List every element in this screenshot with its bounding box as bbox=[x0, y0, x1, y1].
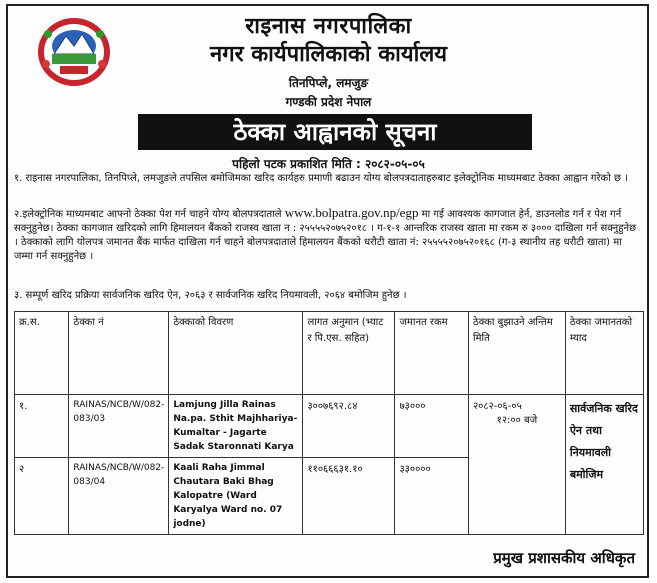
bolpatra-link[interactable]: www.bolpatra.gov.np/egp bbox=[284, 205, 419, 220]
deadline-time: १२:०० बजे bbox=[496, 415, 538, 426]
header-sn: क्र.स. bbox=[15, 312, 69, 395]
contract-table bbox=[14, 311, 644, 535]
header-contract-no: ठेक्का नं bbox=[69, 312, 169, 395]
publish-date: पहिलो पटक प्रकाशित मिति : २०८२-०५-०५ bbox=[232, 157, 425, 171]
notice-paragraph-2 bbox=[14, 206, 642, 264]
notice-paragraph-3: ३. सम्पूर्ण खरिद प्रक्रिया सार्वजनिक खरिद ऐन, २०६३ र सार्वजनिक खरिद नियमावली, २०६४ बमोजिम हुनेछ । bbox=[14, 290, 407, 301]
guarantee-note: सार्वजनिक खरिद ऐन तथा नियमावली बमोजिम bbox=[565, 395, 643, 535]
paragraph-2-intro: २.इलेक्ट्रोनिक माध्यमबाट आफ्नो ठेक्का पेश गर्न चाहने योग्य बोलपत्रदाताले bbox=[14, 209, 285, 220]
table-row bbox=[15, 395, 644, 458]
row-deadline bbox=[468, 395, 565, 535]
row-contract-no: RAINAS/NCB/W/082-083/03 bbox=[69, 395, 169, 458]
address-line-1: तिनपिप्ले, लमजुङ bbox=[288, 76, 369, 90]
deadline-date: २०८२-०६-०५ bbox=[472, 401, 522, 412]
row-contract-no: RAINAS/NCB/W/082-083/04 bbox=[69, 458, 169, 535]
header-security: जमानत रकम bbox=[395, 312, 468, 395]
address-line-2: गण्डकी प्रदेश नेपाल bbox=[285, 95, 372, 109]
row-description: Lamjung Jilla Rainas Na.pa. Sthit Majhhariya-Kumaltar - Jagarte Sadak Staronnati Karya bbox=[169, 395, 303, 458]
row-cost: ११०६६६३१.१० bbox=[303, 458, 395, 535]
header-deadline: ठेक्का बुझाउने अन्तिम मिति bbox=[468, 312, 565, 395]
row-description: Kaali Raha Jimmal Chautara Baki Bhag Kalopatre (Ward Karyalya Ward no. 07 jodne) bbox=[169, 458, 303, 535]
row-security: ३३०००० bbox=[395, 458, 468, 535]
row-security: ७३००० bbox=[395, 395, 468, 458]
notice-paragraph-1: १. राइनास नगरपालिका, तिनपिप्ले, लमजुङले तपसिल बमोजिमका खरिद कार्यहरु प्रमाणी बढाउन योग्य बोलपत्रदाताहरुबाट इलेक्ट्रोनिक माध्यमबाट ठेक्का आह्वान गरेको छ । bbox=[14, 173, 628, 184]
paragraph-2-body: मा गई आवश्यक कागजात हेर्न, डाउनलोड गर्न र पेश गर्न सक्नुहुनेछ। ठेक्का कागजात खरिदको लागि हिमालयन बैंकको राजस्व खाता न : २५५५५२०७५२०१८ । ग-१-१ आन्तरिक राजस्व खाता मा रकम रु ३००० दाखिला गर्न सक्नुहुनेछ । ठेक्काको लागि योलपत्र जमानत बैंक मार्फत दाखिला गर्न चाहने बोलपत्रदाताले हिमालयन बैंकको धरौटी खाता नं: २५५५५२०७५२०१६८ (ग-३ स्थानीय तह धरौटी खाता) मा जम्मा गर्न सक्नुहुनेछ । bbox=[14, 209, 637, 262]
table-header-row bbox=[15, 312, 644, 395]
signatory: प्रमुख प्रशासकीय अधिकृत bbox=[493, 549, 635, 567]
row-sn: २ bbox=[15, 458, 69, 535]
notice-banner: ठेक्का आह्वानको सूचना bbox=[138, 114, 532, 150]
header-description: ठेक्काको विवरण bbox=[169, 312, 303, 395]
row-sn: १. bbox=[15, 395, 69, 458]
header-cost: लागत अनुमान (भ्याट र पि.एस. सहित) bbox=[303, 312, 395, 395]
municipality-name: राइनास नगरपालिका bbox=[245, 14, 412, 39]
header-guarantee-period: ठेक्का जमानतको म्याद bbox=[565, 312, 643, 395]
row-cost: ३००७६९२.८४ bbox=[303, 395, 395, 458]
office-name: नगर कार्यपालिकाको कार्यालय bbox=[210, 42, 447, 67]
